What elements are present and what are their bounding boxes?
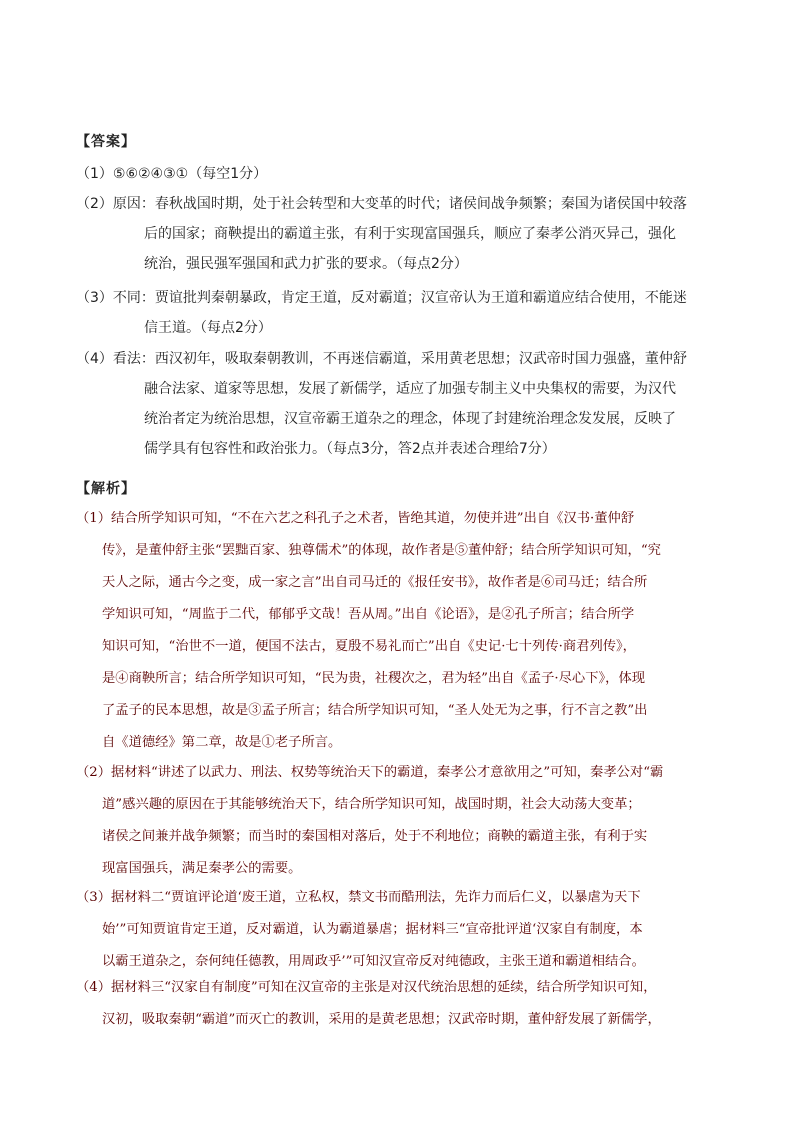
answer-item-2 (76, 189, 696, 279)
analysis-item-4 (76, 972, 676, 1036)
answer-item-3 (76, 283, 696, 343)
analysis-line: 天人之际，通古今之变，成一家之言”出自司马迁的《报任安书》，故作者是⑥司马迁；结合所 (102, 575, 648, 590)
analysis-line: 以霸王道杂之，奈何纯任德教，用周政乎’”可知汉宣帝反对纯德政，主张王道和霸道相结合。 (102, 954, 645, 969)
analysis-line: （4）据材料三“汉家自有制度”可知在汉宣帝的主张是对汉代统治思想的延续，结合所学知识可知， (76, 980, 657, 995)
analysis-line: 知识可知，“治世不一道，便国不法古，夏殷不易礼而亡”出自《史记·七十列传·商君列传》， (102, 639, 636, 654)
answer-line: 统治者定为统治思想，汉宣帝霸王道杂之的理念，体现了封建统治理念发发展，反映了 (144, 411, 676, 427)
analysis-line: 自《道德经》第二章，故是①老子所言。 (102, 735, 342, 750)
analysis-line: （1）结合所学知识可知，“不在六艺之科孔子之术者，皆绝其道，勿使并进”出自《汉书·董仲舒 (76, 511, 635, 526)
answer-line: （1）⑤⑥②④③①（每空1分） (76, 166, 268, 182)
analysis-line: （3）据材料二“贾谊评论道‘废王道，立私权，禁文书而酷刑法，先诈力而后仁义，以暴虐为天下 (76, 890, 641, 905)
analysis-line: 是④商鞅所言；结合所学知识可知，“民为贵，社稷次之，君为轻”出自《孟子·尽心下》，体现 (102, 671, 646, 686)
analysis-line: 道”感兴趣的原因在于其能够统治天下，结合所学知识可知，战国时期，社会大动荡大变革； (102, 797, 641, 812)
answer-line: 信王道。（每点2分） (144, 320, 272, 336)
answer-item-4 (76, 344, 696, 464)
answer-line: 儒学具有包容性和政治张力。（每点3分，答2点并表述合理给7分） (144, 441, 556, 457)
analysis-line: 传》，是董仲舒主张“罢黜百家、独尊儒术”的体现，故作者是⑤董仲舒；结合所学知识可知，“究 (102, 543, 661, 558)
answer-line: （3）不同：贾谊批判秦朝暴政，肯定王道，反对霸道；汉宣帝认为王道和霸道应结合使用，不能迷 (76, 290, 687, 306)
answer-line: 统治，强民强军强国和武力扩张的要求。（每点2分） (144, 256, 468, 272)
analysis-heading: 【解析】 (76, 481, 136, 497)
analysis-line: 学知识可知，“周监于二代，郁郁乎文哉！吾从周。”出自《论语》，是②孔子所言；结合所学 (102, 607, 635, 622)
analysis-item-1 (76, 503, 676, 759)
answer-item-1 (76, 159, 696, 189)
analysis-item-3 (76, 882, 676, 978)
answer-heading: 【答案】 (76, 134, 136, 150)
analysis-line: （2）据材料“讲述了以武力、刑法、权势等统治天下的霸道，秦孝公才意欲用之”可知，秦孝公对“霸 (76, 765, 664, 780)
analysis-item-2 (76, 757, 676, 885)
analysis-line: 了孟子的民本思想，故是③孟子所言；结合所学知识可知，“圣人处无为之事，行不言之教”出 (102, 703, 648, 718)
answer-line: （4）看法：西汉初年，吸取秦朝教训，不再迷信霸道，采用黄老思想；汉武帝时国力强盛，董仲舒 (76, 351, 687, 367)
analysis-line: 现富国强兵，满足秦孝公的需要。 (102, 861, 302, 876)
analysis-line: 诸侯之间兼并战争频繁；而当时的秦国相对落后，处于不利地位；商鞅的霸道主张，有利于实 (102, 829, 648, 844)
analysis-line: 始’”可知贾谊肯定王道，反对霸道，认为霸道暴虐；据材料三“宣帝批评道‘汉家自有制度，本 (102, 922, 643, 937)
answer-line: （2）原因：春秋战国时期，处于社会转型和大变革的时代；诸侯间战争频繁；秦国为诸侯国中较落 (76, 196, 687, 212)
answer-line: 融合法家、道家等思想，发展了新儒学，适应了加强专制主义中央集权的需要，为汉代 (144, 381, 676, 397)
analysis-line: 汉初，吸取秦朝“霸道”而灭亡的教训，采用的是黄老思想；汉武帝时期，董仲舒发展了新儒学， (102, 1012, 661, 1027)
answer-line: 后的国家；商鞅提出的霸道主张，有利于实现富国强兵，顺应了秦孝公消灭异己，强化 (144, 226, 676, 242)
